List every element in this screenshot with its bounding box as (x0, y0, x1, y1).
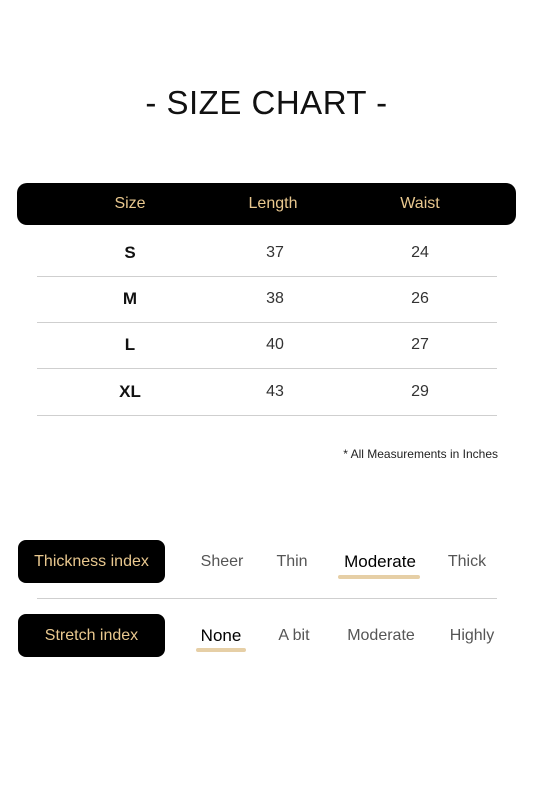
thickness-index-label: Thickness index (18, 540, 165, 583)
length-cell: 40 (266, 336, 284, 353)
stretch-option-highly: Highly (449, 627, 495, 644)
page-title: - SIZE CHART - (145, 84, 388, 121)
waist-cell: 24 (411, 244, 429, 261)
size-cell: S (124, 243, 136, 262)
thickness-option-sheer: Sheer (200, 553, 244, 570)
size-cell: XL (119, 382, 141, 401)
thickness-option-thin: Thin (276, 553, 308, 570)
length-cell: 38 (266, 290, 284, 307)
stretch-option-none: None (200, 626, 242, 645)
waist-cell: 26 (411, 290, 429, 307)
header-length: Length (248, 195, 298, 212)
thickness-option-moderate: Moderate (344, 552, 416, 571)
waist-cell: 27 (411, 336, 429, 353)
section-divider (37, 598, 497, 599)
thickness-option-thick: Thick (447, 553, 487, 570)
length-cell: 37 (266, 244, 284, 261)
waist-cell: 29 (411, 383, 429, 400)
stretch-option-a-bit: A bit (278, 627, 310, 644)
measurement-note: * All Measurements in Inches (343, 447, 498, 461)
stretch-option-moderate: Moderate (347, 627, 415, 644)
header-size: Size (114, 195, 146, 212)
table-row (37, 230, 497, 277)
size-cell: M (122, 289, 138, 308)
thickness-selected-underline (338, 575, 420, 579)
size-table-header (17, 183, 516, 225)
stretch-selected-underline (196, 648, 246, 652)
stretch-index-label: Stretch index (18, 614, 165, 657)
header-waist: Waist (400, 195, 440, 212)
size-cell: L (124, 335, 136, 354)
table-row (37, 322, 497, 369)
table-row (37, 369, 497, 416)
length-cell: 43 (266, 383, 284, 400)
table-row (37, 276, 497, 323)
